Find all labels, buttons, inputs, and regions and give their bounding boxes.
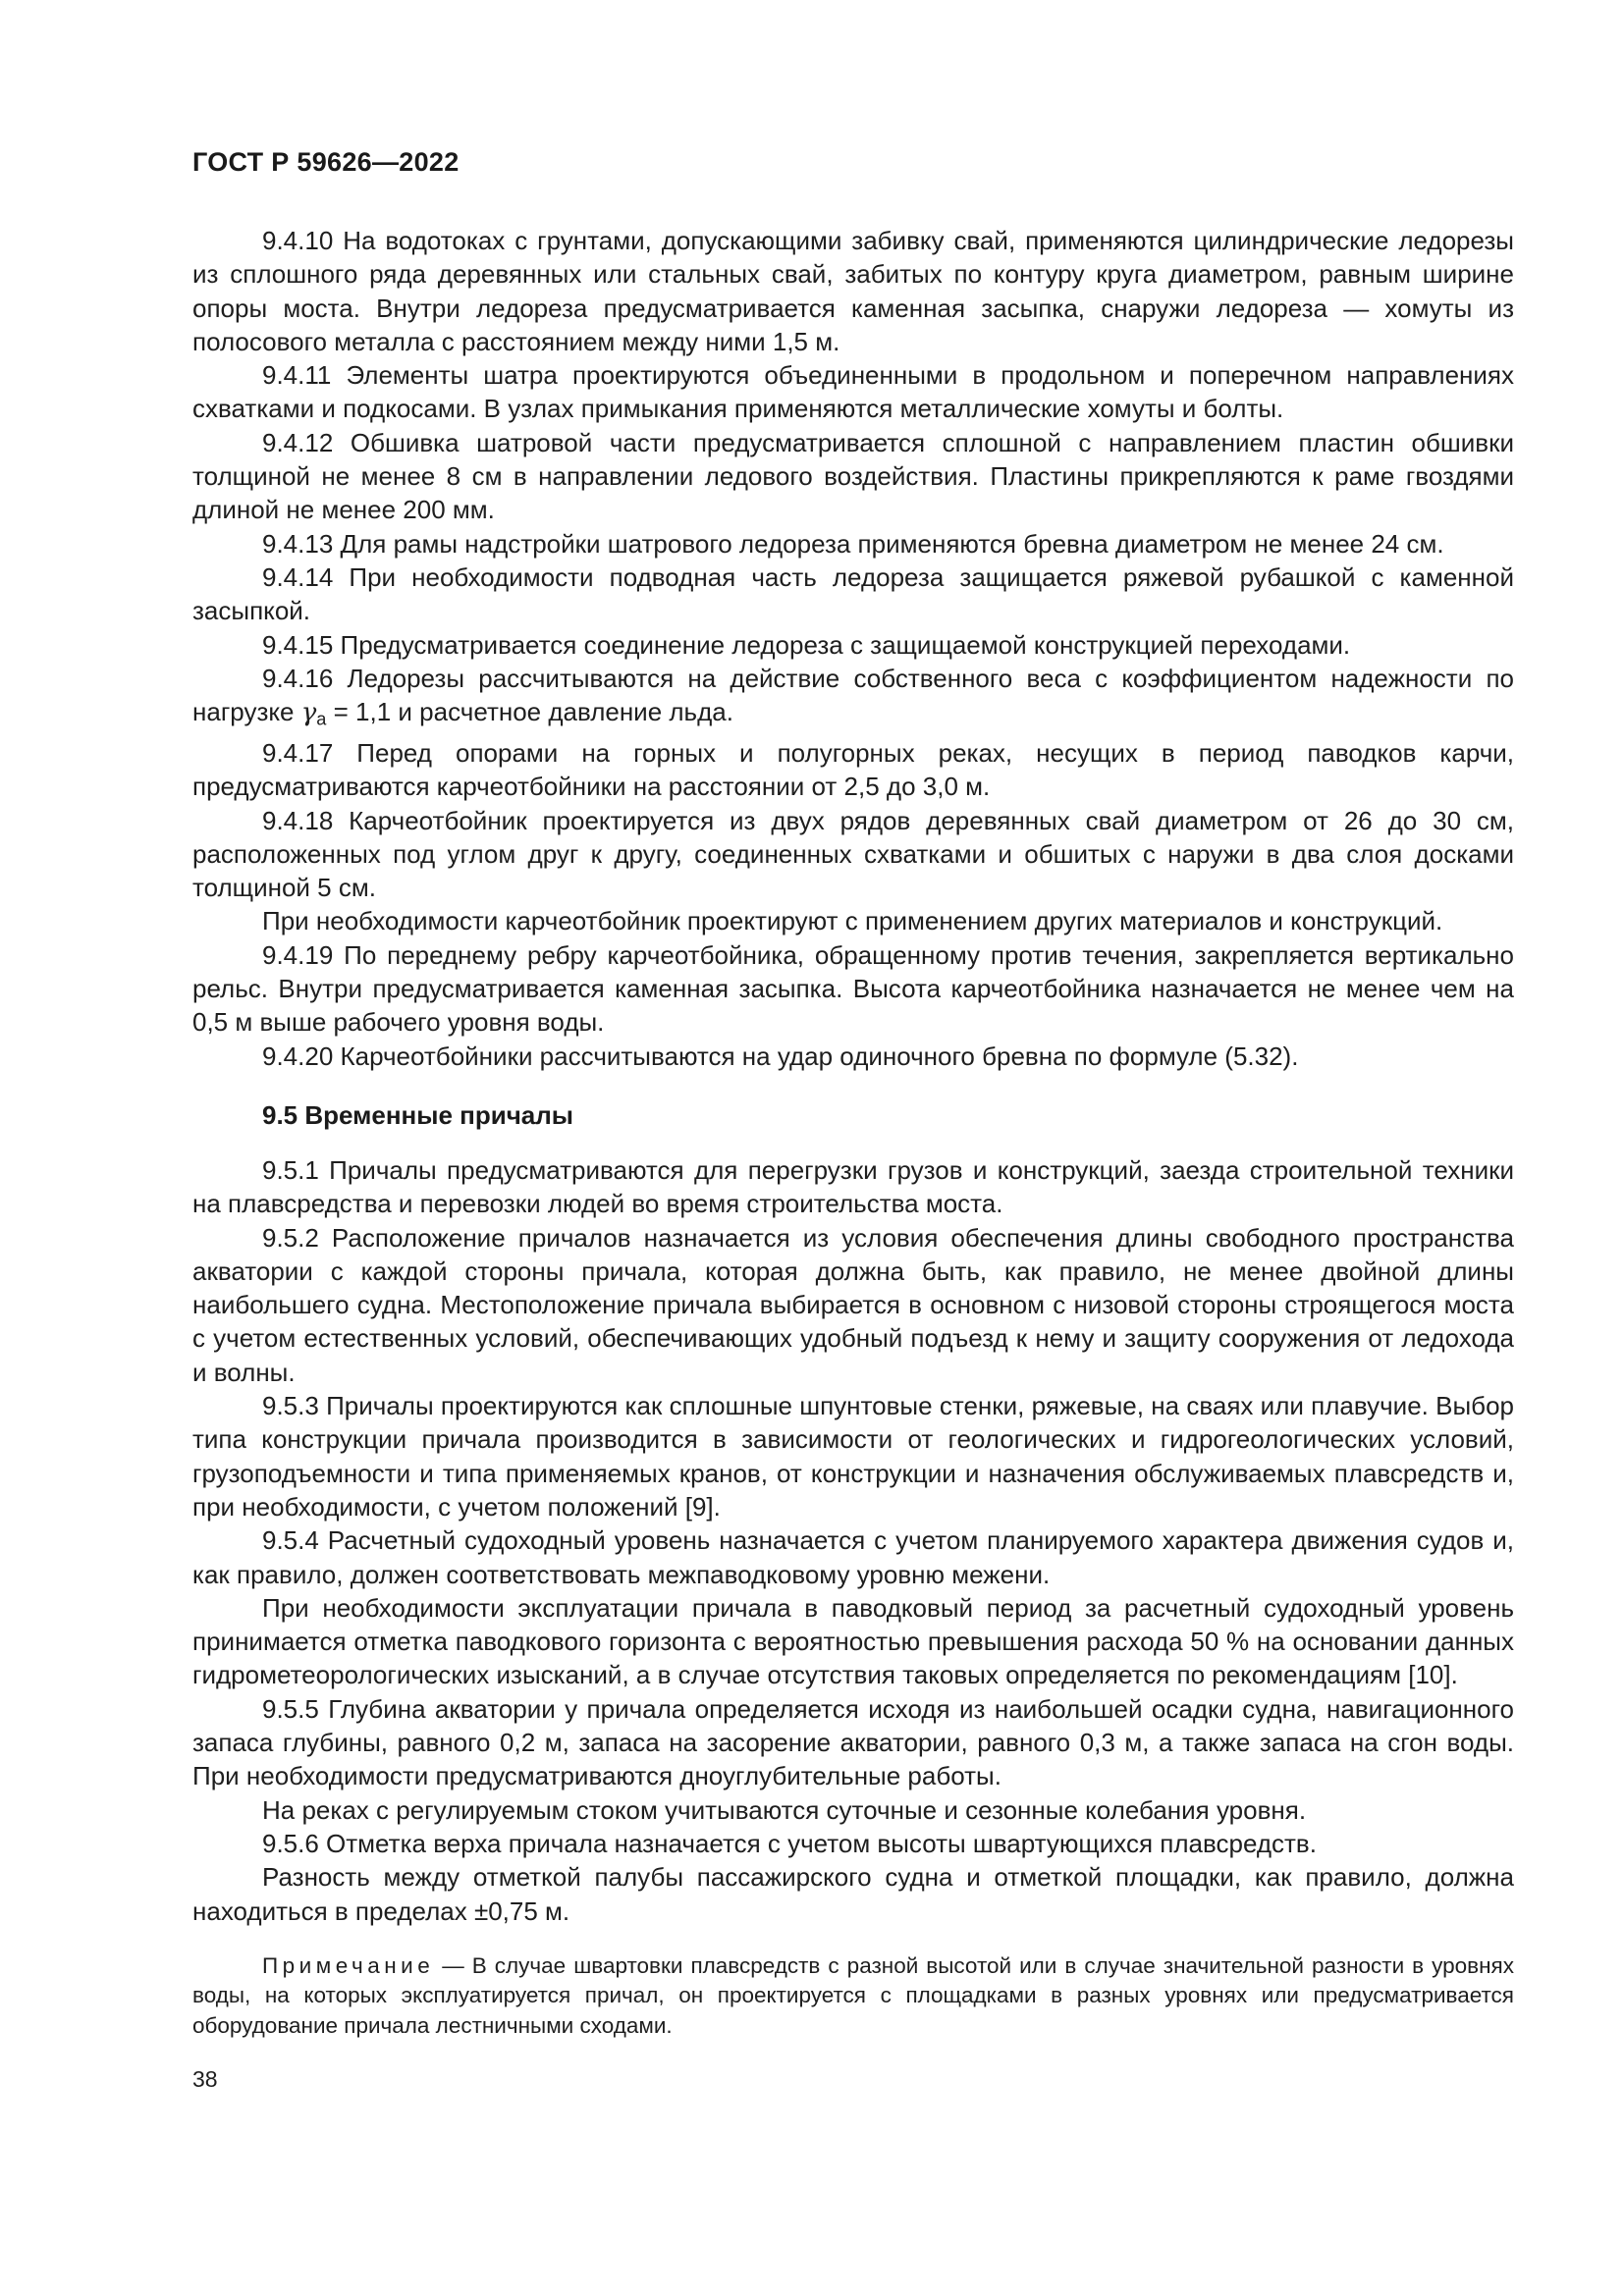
paragraph-9-5-1: 9.5.1 Причалы предусматриваются для перегрузки грузов и конструкций, заезда строительной техники на плавсредства и перевозки людей во время строительства моста. xyxy=(192,1154,1514,1219)
paragraph-9-4-19: 9.4.19 По переднему ребру карчеотбойника, обращенному против течения, закрепляется вертикально рельс. Внутри предусматривается каменная засыпка. Высота карчеотбойника назначается не менее чем на 0,5 м выше рабочего уровня воды. xyxy=(192,939,1514,1038)
document-body xyxy=(192,224,1514,2063)
note-block xyxy=(192,1951,1514,2042)
gamma-subscript: a xyxy=(316,709,327,729)
paragraph-9-4-16-text-after: = 1,1 и расчетное давление льда. xyxy=(326,697,733,727)
paragraph-9-5-5: 9.5.5 Глубина акватории у причала определяется исходя из наибольшей осадки судна, навигационного запаса глубины, равного 0,2 м, запаса на засорение акватории, равного 0,3 м, а также запаса на сгон воды. При необходимости предусматриваются дноуглубительные работы. xyxy=(192,1693,1514,1791)
paragraph-9-5-4-continuation: При необходимости эксплуатации причала в паводковый период за расчетный судоходный уровень принимается отметка паводкового горизонта с вероятностью превышения расхода 50 % на основании данных гидрометеорологических изысканий, а в случае отсутствия таковых определяется по рекомендациям [10]. xyxy=(192,1592,1514,1690)
paragraph-9-4-10: 9.4.10 На водотоках с грунтами, допускающими забивку свай, применяются цилиндрические ледорезы из сплошного ряда деревянных или стальных свай, забитых по контуру круга диаметром, равным ширине опоры моста. Внутри ледореза предусматривается каменная засыпка, снаружи ледореза — хомуты из полосового металла с расстоянием между ними 1,5 м. xyxy=(192,226,1514,356)
paragraph-9-5-2: 9.5.2 Расположение причалов назначается из условия обеспечения длины свободного пространства акватории с каждой стороны причала, которая должна быть, как правило, не менее двойной длины наибольшего судна. Местоположение причала выбирается в основном с низовой стороны строящегося моста с учетом естественных условий, обеспечивающих удобный подъезд к нему и защиту сооружения от ледохода и волны. xyxy=(192,1222,1514,1387)
paragraph-9-4-14: 9.4.14 При необходимости подводная часть ледореза защищается ряжевой рубашкой с каменной засыпкой. xyxy=(192,561,1514,626)
paragraph-9-4-11: 9.4.11 Элементы шатра проектируются объединенными в продольном и поперечном направлениях схватками и подкосами. В узлах примыкания применяются металлические хомуты и болты. xyxy=(192,360,1514,424)
paragraph-9-5-6: 9.5.6 Отметка верха причала назначается с учетом высоты швартующихся плавсредств. xyxy=(262,1828,1317,1858)
paragraph-9-4-16-text-before: 9.4.16 Ледорезы рассчитываются на действие собственного веса с коэффициентом надежности по нагрузке xyxy=(192,663,1514,727)
gamma-symbol: γ xyxy=(300,698,317,728)
paragraph-9-4-12: 9.4.12 Обшивка шатровой части предусматривается сплошной с направлением пластин обшивки толщиной не менее 8 см в направлении ледового воздействия. Пластины прикрепляются к раме гвоздями длиной не менее 200 мм. xyxy=(192,427,1514,525)
paragraph-9-4-16 xyxy=(192,662,1514,736)
section-heading-9-5: 9.5 Временные причалы xyxy=(262,1099,573,1130)
paragraph-9-5-5-continuation: На реках с регулируемым стоком учитываются суточные и сезонные колебания уровня. xyxy=(262,1794,1307,1825)
note-label: Примечание xyxy=(262,1952,435,1978)
paragraph-9-5-6-continuation: Разность между отметкой палубы пассажирского судна и отметкой площадки, как правило, должна находиться в пределах ±0,75 м. xyxy=(192,1862,1514,1926)
paragraph-9-5-4: 9.5.4 Расчетный судоходный уровень назначается с учетом планируемого характера движения судов и, как правило, должен соответствовать межпаводковому уровню межени. xyxy=(192,1525,1514,1589)
paragraph-9-4-18: 9.4.18 Карчеотбойник проектируется из двух рядов деревянных свай диаметром от 26 до 30 см, расположенных под углом друг к другу, соединенных схватками и обшитых с наружи в два слоя досками толщиной 5 см. xyxy=(192,805,1514,903)
page-number: 38 xyxy=(192,2066,218,2092)
paragraph-9-4-20: 9.4.20 Карчеотбойники рассчитываются на удар одиночного бревна по формуле (5.32). xyxy=(262,1041,1299,1071)
paragraph-9-4-13: 9.4.13 Для рамы надстройки шатрового ледореза применяются бревна диаметром не менее 24 см. xyxy=(262,528,1444,559)
document-header: ГОСТ Р 59626—2022 xyxy=(192,147,460,177)
paragraph-9-4-18-continuation: При необходимости карчеотбойник проектируют с применением других материалов и конструкций. xyxy=(262,906,1443,936)
note-text: — В случае швартовки плавсредств с разной высотой или в случае значительной разности в уровнях воды, на которых эксплуатируется причал, он проектируется с площадками в разных уровнях или предусматривается оборудование причала лестничными сходами. xyxy=(192,1952,1514,2038)
paragraph-9-4-17: 9.4.17 Перед опорами на горных и полугорных реках, несущих в период паводков карчи, предусматриваются карчеотбойники на расстоянии от 2,5 до 3,0 м. xyxy=(192,738,1514,802)
paragraph-9-4-15: 9.4.15 Предусматривается соединение ледореза с защищаемой конструкцией переходами. xyxy=(262,629,1351,660)
paragraph-9-5-3: 9.5.3 Причалы проектируются как сплошные шпунтовые стенки, ряжевые, на сваях или плавучие. Выбор типа конструкции причала производится в зависимости от геологических и гидрогеологических условий, грузоподъемности и типа применяемых кранов, от конструкции и назначения обслуживаемых плавсредств и, при необходимости, с учетом положений [9]. xyxy=(192,1391,1514,1522)
